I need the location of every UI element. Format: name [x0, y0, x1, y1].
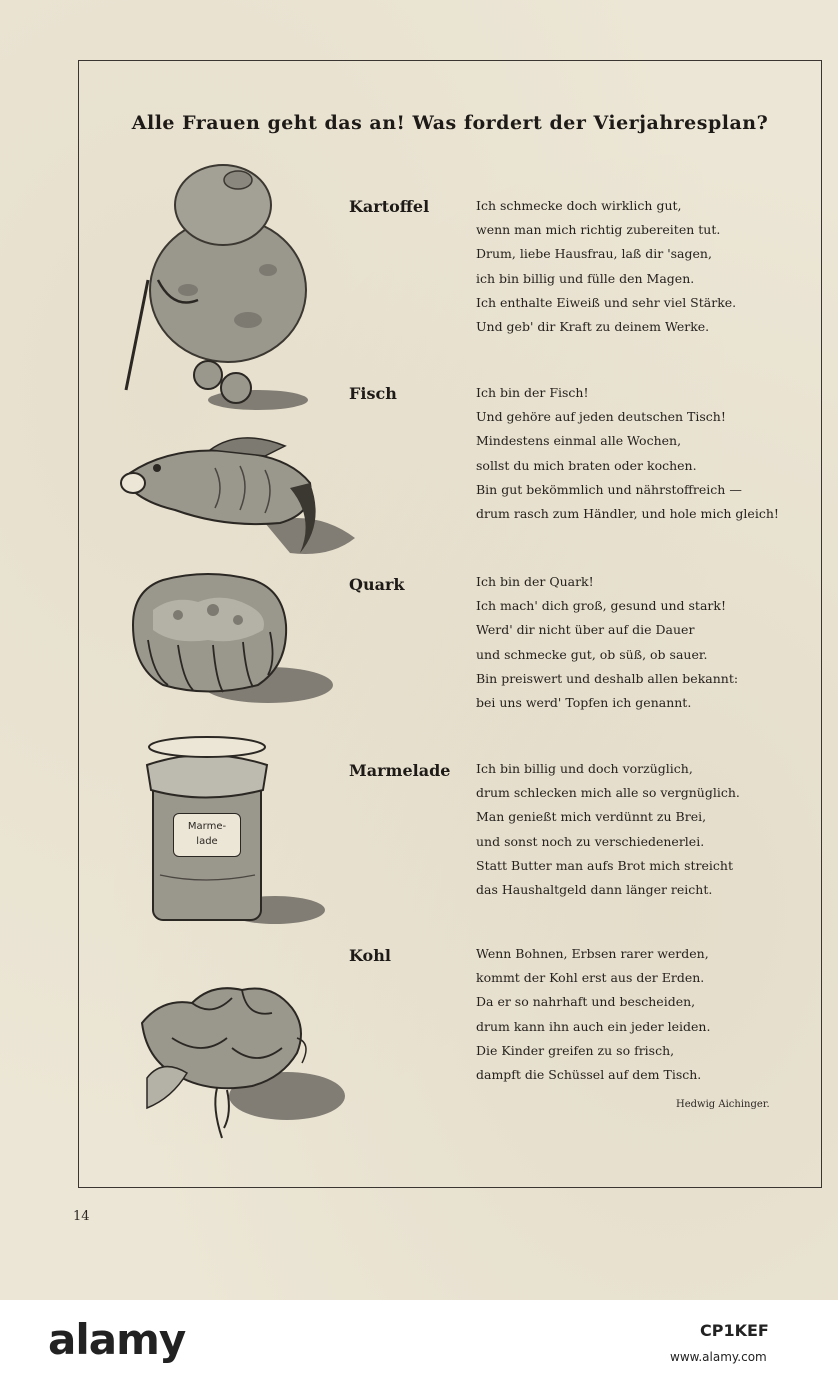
verse-line: Statt Butter man aufs Brot mich streicht [476, 857, 733, 873]
verse-line: Und geb' dir Kraft zu deinem Werke. [476, 318, 710, 334]
verse-line: Ich bin billig und doch vorzüglich, [476, 761, 693, 776]
image-id: CP1KEF [700, 1321, 769, 1340]
verse-line: Ich enthalte Eiweiß und sehr viel Stärke. [476, 294, 737, 310]
verse-fisch [476, 381, 826, 526]
fish-illustration [115, 428, 360, 563]
jam-jar-illustration [145, 735, 330, 930]
verse-line: kommt der Kohl erst aus der Erden. [476, 970, 705, 986]
heading-fisch: Fisch [349, 384, 397, 403]
heading-kohl: Kohl [349, 946, 391, 965]
verse-kartoffel [476, 194, 826, 339]
verse-line: dampft die Schüssel auf dem Tisch. [476, 1066, 702, 1082]
heading-kartoffel: Kartoffel [349, 197, 430, 216]
alamy-logo: alamy [48, 1315, 186, 1364]
verse-line: Und gehöre auf jeden deutschen Tisch! [476, 409, 726, 425]
verse-line: drum kann ihn auch ein jeder leiden. [476, 1018, 711, 1034]
verse-line: und schmecke gut, ob süß, ob sauer. [476, 646, 708, 662]
verse-line: Da er so nahrhaft und bescheiden, [476, 994, 696, 1010]
verse-line: das Haushaltgeld dann länger reicht. [476, 881, 713, 897]
verse-line: Drum, liebe Hausfrau, laß dir 'sagen, [476, 246, 712, 262]
page-number: 14 [73, 1209, 90, 1224]
heading-quark: Quark [349, 575, 405, 594]
verse-kohl [476, 942, 826, 1087]
verse-line: Wenn Bohnen, Erbsen rarer werden, [476, 946, 709, 961]
potato-illustration [118, 160, 318, 420]
cabbage-illustration [132, 978, 347, 1143]
verse-line: Bin gut bekömmlich und nährstoffreich — [476, 481, 742, 497]
heading-marmelade: Marmelade [349, 761, 451, 780]
verse-line: und sonst noch zu verschiedenerlei. [476, 833, 705, 849]
verse-line: Ich bin der Fisch! [476, 385, 589, 400]
verse-line: Man genießt mich verdünnt zu Brei, [476, 809, 707, 825]
verse-line: bei uns werd' Topfen ich genannt. [476, 694, 692, 710]
verse-line: drum rasch zum Händler, und hole mich gleich! [476, 505, 779, 521]
verse-line: ich bin billig und fülle den Magen. [476, 270, 695, 286]
verse-line: drum schlecken mich alle so vergnüglich. [476, 785, 740, 801]
quark-illustration [128, 570, 338, 705]
page-title: Alle Frauen geht das an! Was fordert der Vierjahresplan? [131, 112, 769, 134]
verse-quark [476, 570, 826, 715]
verse-line: sollst du mich braten oder kochen. [476, 457, 697, 473]
verse-marmelade [476, 757, 826, 902]
verse-line: Ich schmecke doch wirklich gut, [476, 198, 682, 213]
verse-line: Bin preiswert und deshalb allen bekannt: [476, 670, 739, 686]
author-signature: Hedwig Aichinger. [676, 1099, 770, 1110]
verse-line: Werd' dir nicht über auf die Dauer [476, 622, 695, 638]
banner-url: www.alamy.com [670, 1350, 767, 1364]
verse-line: Ich mach' dich groß, gesund und stark! [476, 598, 726, 614]
verse-line: wenn man mich richtig zubereiten tut. [476, 222, 721, 238]
jar-label: Marme- lade [173, 813, 241, 857]
verse-line: Ich bin der Quark! [476, 574, 594, 589]
verse-line: Mindestens einmal alle Wochen, [476, 433, 682, 449]
verse-line: Die Kinder greifen zu so frisch, [476, 1042, 675, 1058]
